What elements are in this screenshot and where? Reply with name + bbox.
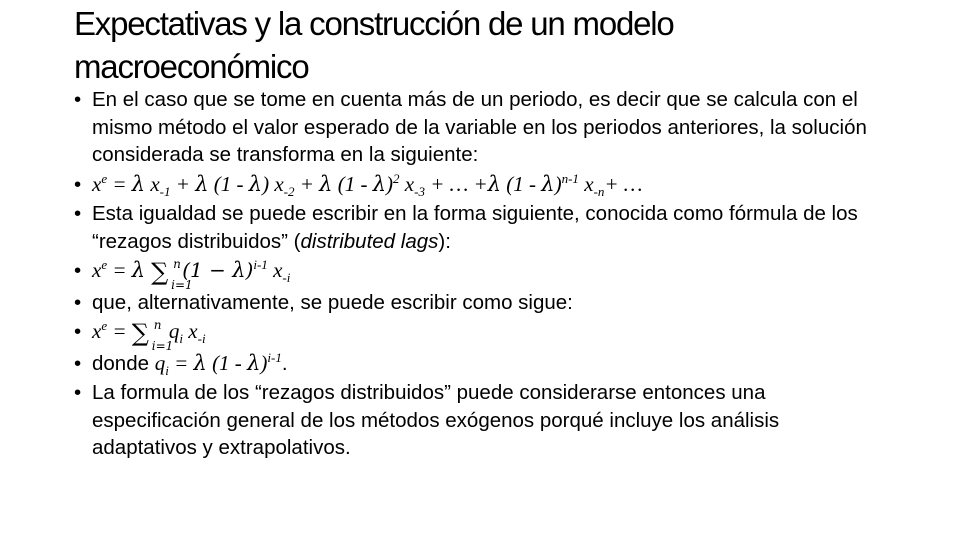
ellipsis-plus: + … + xyxy=(424,171,488,196)
bullet-item-where-q xyxy=(74,350,884,378)
equals-sign: = xyxy=(107,258,132,282)
equals-sign: = xyxy=(107,171,132,196)
bullet-marker: • xyxy=(74,172,82,196)
superscript-e: e xyxy=(101,318,108,333)
bullet-marker: • xyxy=(74,202,82,225)
superscript-2: 2 xyxy=(393,170,400,186)
lambda-symbol: λ xyxy=(193,350,207,375)
formula-q-definition xyxy=(154,349,282,378)
lambda-symbol: λ xyxy=(131,171,146,196)
bullet-text: En el caso que se tome en cuenta más de un periodo, es decir que se calcula con el mismo método el valor esperado de la variable en los periodos anteriores, la solución considerada se transforma en la siguiente: xyxy=(92,88,867,166)
paren-close: ) xyxy=(260,350,268,375)
paren-close: ) xyxy=(554,171,562,196)
bullet-item-formula-expanded xyxy=(74,171,884,199)
superscript-i-1: i-1 xyxy=(267,349,282,365)
bullet-item-formula-sum-q xyxy=(74,318,884,353)
var-x: x xyxy=(399,171,415,196)
equals-sign: = xyxy=(168,350,194,375)
plus-sign: + xyxy=(170,171,196,196)
var-q: q xyxy=(154,350,166,375)
bullet-marker: • xyxy=(74,381,82,404)
paren-close: ) xyxy=(386,171,394,196)
bullet-item-formula-sum-lambda xyxy=(74,257,884,292)
bullet-text: donde xyxy=(92,351,155,375)
title-line-1: Expectativas y la construcción de un modelo xyxy=(74,5,674,42)
bullet-item-distributed-lags xyxy=(74,200,884,255)
bullet-list xyxy=(74,86,884,464)
bullet-marker: • xyxy=(74,259,82,282)
var-x: x xyxy=(92,258,102,282)
lambda-symbol: λ xyxy=(248,171,263,196)
formula-sum-lambda xyxy=(92,257,291,292)
bullet-text: ): xyxy=(438,229,451,253)
var-x: x xyxy=(269,171,284,196)
summation-symbol: ∑ n i=1 xyxy=(151,259,182,287)
bullet-text: Esta igualdad se puede escribir en la forma siguiente, conocida como fórmula de los “rezagos distribuidos” ( xyxy=(92,202,858,253)
var-x: x xyxy=(92,319,102,343)
paren-close: ) xyxy=(262,171,270,196)
period: . xyxy=(281,351,288,375)
subscript: i xyxy=(179,331,184,346)
paren-open: (1 - xyxy=(206,350,248,375)
bullet-item-alternatively xyxy=(74,289,884,317)
paren-open: (1 - xyxy=(208,171,249,196)
paren-open: (1 - xyxy=(332,171,373,196)
bullet-item-intro xyxy=(74,86,884,169)
lambda-symbol: λ xyxy=(195,171,209,196)
bullet-marker: • xyxy=(74,320,82,343)
sum-lower-limit: i=1 xyxy=(171,278,193,292)
superscript-e: e xyxy=(101,170,108,186)
superscript-e: e xyxy=(101,257,108,272)
paren-open: (1 − xyxy=(182,258,233,282)
subscript: -1 xyxy=(159,183,171,199)
bullet-text: La formula de los “rezagos distribuidos” puede considerarse entonces una especificación general de los métodos exógenos porqué incluye los análisis adaptativos y extrapolativos. xyxy=(92,381,780,459)
sum-upper-limit: n xyxy=(173,257,181,271)
bullet-text: que, alternativamente, se puede escribir como sigue: xyxy=(92,290,573,314)
var-q: q xyxy=(168,319,180,343)
lambda-symbol: λ xyxy=(541,171,555,196)
lambda-symbol: λ xyxy=(319,171,333,196)
subscript: -i xyxy=(197,331,206,346)
summation-symbol: ∑ n i=1 xyxy=(132,320,163,348)
paren-open: (1 - xyxy=(501,171,542,196)
var-x: x xyxy=(92,171,102,196)
var-x: x xyxy=(183,319,198,343)
var-x: x xyxy=(145,171,160,196)
tail-ellipsis: + … xyxy=(604,171,643,196)
subscript: -n xyxy=(593,183,605,199)
sum-upper-limit: n xyxy=(153,318,162,332)
bullet-marker: • xyxy=(74,88,82,111)
plus-sign: + xyxy=(294,171,320,196)
subscript: -2 xyxy=(283,183,295,199)
lambda-symbol: λ xyxy=(487,171,502,196)
var-x: x xyxy=(578,171,594,196)
title-line-2: macroeconómico xyxy=(74,48,309,85)
slide-title xyxy=(74,2,874,88)
formula-expanded xyxy=(92,170,643,199)
paren-close: ) xyxy=(245,258,254,282)
subscript: i xyxy=(165,362,169,378)
sum-lower-limit: i=1 xyxy=(151,339,174,353)
lambda-symbol: λ xyxy=(372,171,387,196)
lambda-symbol: λ xyxy=(131,258,146,282)
bullet-item-conclusion xyxy=(74,379,884,462)
lambda-symbol: λ xyxy=(232,258,246,282)
formula-sum-q xyxy=(92,318,206,353)
superscript-i-1: i-1 xyxy=(253,257,268,272)
bullet-marker: • xyxy=(74,351,82,375)
bullet-text-italic: distributed lags xyxy=(300,229,439,253)
bullet-marker: • xyxy=(74,290,82,314)
subscript: -i xyxy=(282,270,291,285)
superscript-n-1: n-1 xyxy=(561,170,579,186)
var-x: x xyxy=(267,258,283,282)
lambda-symbol: λ xyxy=(247,350,261,375)
subscript: -3 xyxy=(414,183,425,199)
equals-sign: = xyxy=(107,319,132,343)
